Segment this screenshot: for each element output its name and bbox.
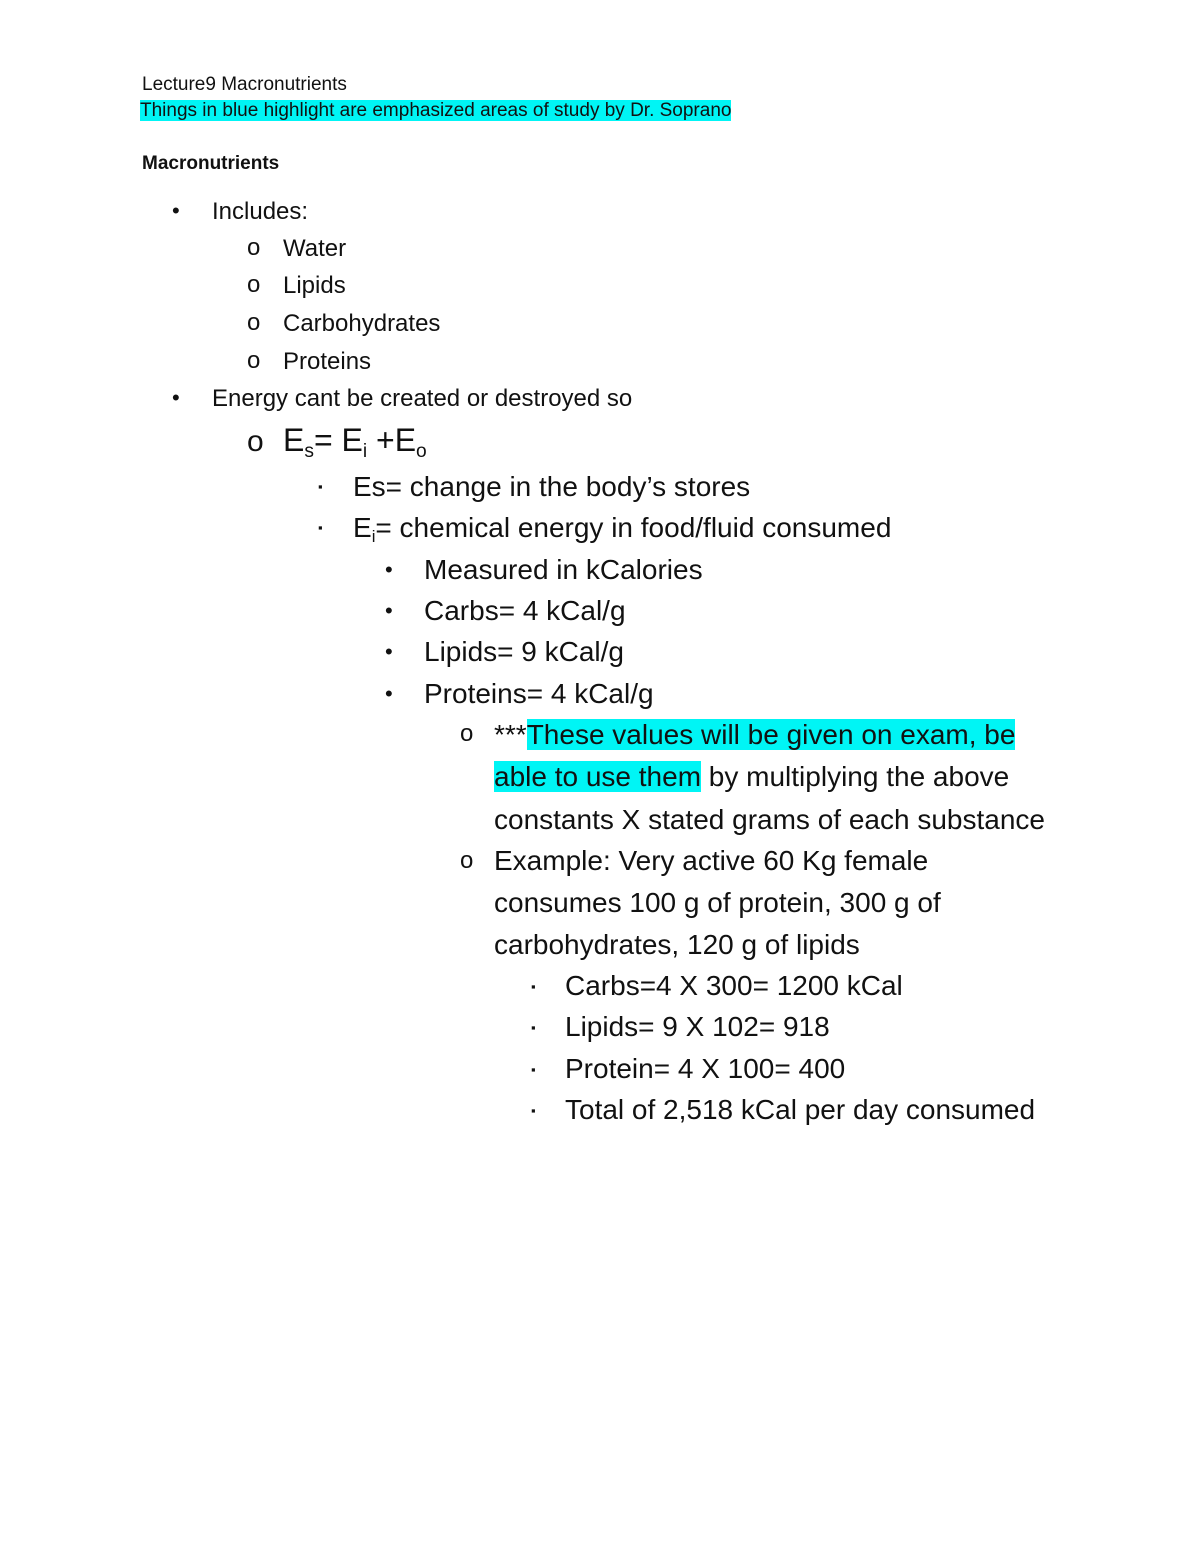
bullet-dot-icon: • xyxy=(385,598,393,623)
bullet-circle-icon: o xyxy=(460,720,474,747)
bullet-circle-icon: o xyxy=(247,425,264,458)
highlight-legend-text: Things in blue highlight are emphasized areas of study by Dr. Soprano xyxy=(140,100,732,121)
bullet-dot-icon: • xyxy=(172,385,180,410)
list-item: Carbs= 4 kCal/g xyxy=(424,595,626,626)
energy-intro: Energy cant be created or destroyed so xyxy=(212,385,633,412)
equation-sub-s: s xyxy=(304,440,314,462)
energy-equation xyxy=(283,422,427,463)
bullet-dot-icon: • xyxy=(172,198,180,223)
list-item: Proteins xyxy=(283,348,372,375)
equation-sub-o: o xyxy=(416,440,427,462)
document-title: Lecture9 Macronutrients xyxy=(142,74,347,95)
example-line-1: Example: Very active 60 Kg female xyxy=(494,845,929,876)
equation-eq: = E xyxy=(313,422,363,458)
includes-label: Includes: xyxy=(212,198,309,225)
list-item: Measured in kCalories xyxy=(424,554,703,585)
ei-rest: = chemical energy in food/fluid consumed xyxy=(375,512,892,543)
bullet-dot-icon: • xyxy=(385,557,393,582)
bullet-circle-icon: o xyxy=(247,347,261,374)
example-line-3: carbohydrates, 120 g of lipids xyxy=(494,929,860,960)
ei-sub: i xyxy=(371,527,376,547)
section-heading: Macronutrients xyxy=(142,153,280,174)
ei-prefix: E xyxy=(353,512,372,543)
bullet-square-icon: ▪ xyxy=(531,1062,536,1077)
exam-note-line-3: constants X stated grams of each substance xyxy=(494,804,1045,835)
exam-note-line-2 xyxy=(494,759,1009,795)
bullet-square-icon: ▪ xyxy=(318,479,323,494)
calc-total: Total of 2,518 kCal per day consumed xyxy=(565,1094,1036,1125)
list-item: Lipids xyxy=(283,272,346,299)
exam-note-stars: *** xyxy=(494,719,527,750)
list-item: Water xyxy=(283,235,347,262)
equation-plus: +E xyxy=(367,422,417,458)
calc-line: Carbs=4 X 300= 1200 kCal xyxy=(565,970,903,1001)
equation-sub-i: i xyxy=(362,440,368,462)
bullet-square-icon: ▪ xyxy=(531,1103,536,1118)
bullet-circle-icon: o xyxy=(460,847,474,874)
bullet-square-icon: ▪ xyxy=(531,1020,536,1035)
bullet-circle-icon: o xyxy=(247,271,261,298)
highlight-legend xyxy=(140,100,731,122)
exam-note-highlight-1: These values will be given on exam, be xyxy=(526,719,1016,750)
exam-note-line-1 xyxy=(494,717,1015,753)
exam-note-highlight-2: able to use them xyxy=(494,761,702,792)
bullet-circle-icon: o xyxy=(247,309,261,336)
calc-line: Lipids= 9 X 102= 918 xyxy=(565,1011,830,1042)
bullet-dot-icon: • xyxy=(385,639,393,664)
list-item: Lipids= 9 kCal/g xyxy=(424,636,625,667)
list-item: Carbohydrates xyxy=(283,310,441,337)
bullet-square-icon: ▪ xyxy=(318,520,323,535)
exam-note-rest: by multiplying the above xyxy=(701,761,1010,792)
es-definition: Es= change in the body’s stores xyxy=(353,471,751,502)
bullet-square-icon: ▪ xyxy=(531,979,536,994)
bullet-dot-icon: • xyxy=(385,681,393,706)
equation-lhs: E xyxy=(283,422,305,458)
calc-line: Protein= 4 X 100= 400 xyxy=(565,1053,846,1084)
example-line-2: consumes 100 g of protein, 300 g of xyxy=(494,887,941,918)
ei-definition xyxy=(353,512,891,547)
bullet-circle-icon: o xyxy=(247,234,261,261)
list-item: Proteins= 4 kCal/g xyxy=(424,678,654,709)
